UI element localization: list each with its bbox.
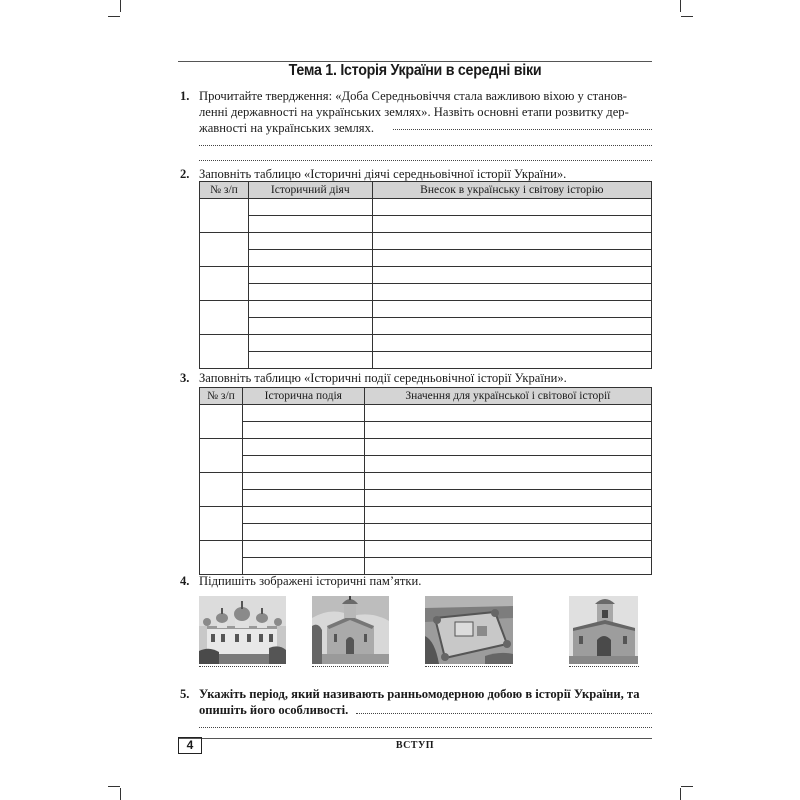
table-cell[interactable] [248, 250, 372, 267]
photo-label-line[interactable] [312, 666, 388, 667]
table-cell[interactable] [200, 335, 249, 369]
answer-line[interactable] [199, 145, 652, 146]
column-header: Внесок в українську і світову історію [372, 182, 651, 199]
table-cell[interactable] [248, 335, 372, 352]
table-cell[interactable] [242, 541, 364, 558]
crop-mark [120, 0, 121, 12]
table-cell[interactable] [200, 473, 243, 507]
crop-mark [108, 786, 120, 787]
table-cell[interactable] [372, 335, 651, 352]
photo-label-line[interactable] [569, 666, 639, 667]
answer-line[interactable] [199, 160, 652, 161]
table-cell[interactable] [248, 199, 372, 216]
table-cell[interactable] [242, 473, 364, 490]
table-cell[interactable] [248, 216, 372, 233]
cathedral-image [199, 596, 286, 664]
table-cell[interactable] [372, 267, 651, 284]
task-number: 3. [180, 371, 190, 385]
page-number: 4 [178, 737, 202, 754]
crop-mark [681, 786, 693, 787]
table-cell[interactable] [200, 541, 243, 575]
answer-line[interactable] [393, 129, 652, 130]
table-cell[interactable] [372, 216, 651, 233]
table-cell[interactable] [364, 507, 651, 524]
table-cell[interactable] [200, 267, 249, 301]
table-cell[interactable] [248, 352, 372, 369]
task-number: 5. [180, 687, 190, 701]
task-number: 2. [180, 167, 190, 181]
table-cell[interactable] [372, 301, 651, 318]
page-title: Тема 1. Історія України в середні віки [288, 62, 542, 79]
task-text: Прочитайте твердження: «Доба Середньовіччя стала важливою віхою у станов- [199, 89, 628, 103]
task-number: 4. [180, 574, 190, 588]
table-cell[interactable] [364, 456, 651, 473]
table-cell[interactable] [364, 524, 651, 541]
section-name: ВСТУП [395, 740, 435, 751]
table-cell[interactable] [364, 490, 651, 507]
task-3 [180, 370, 652, 386]
table-cell[interactable] [248, 318, 372, 335]
crop-mark [120, 788, 121, 800]
church-image [312, 596, 389, 664]
table-cell[interactable] [242, 507, 364, 524]
tower-church-image [569, 596, 638, 664]
table-cell[interactable] [372, 318, 651, 335]
table-cell[interactable] [372, 233, 651, 250]
table-cell[interactable] [364, 558, 651, 575]
table-cell[interactable] [242, 456, 364, 473]
table-cell[interactable] [200, 233, 249, 267]
table-cell[interactable] [248, 267, 372, 284]
task-4 [180, 573, 652, 589]
photo-label-line[interactable] [425, 666, 511, 667]
task-text: Заповніть таблицю «Історичні події середньовічної історії України». [199, 371, 567, 385]
task-text: жавності на українських землях. [199, 121, 375, 135]
column-header: Значення для української і світової історії [364, 388, 651, 405]
column-header: № з/п [200, 182, 249, 199]
column-header: № з/п [200, 388, 243, 405]
table-cell[interactable] [242, 422, 364, 439]
table-cell[interactable] [364, 405, 651, 422]
fortress-image [425, 596, 513, 664]
cathedral-photo [199, 596, 286, 664]
task-text: Підпишіть зображені історичні пам’ятки. [199, 574, 422, 588]
task-text: опишіть його особливості. [199, 703, 349, 717]
photo-label-line[interactable] [199, 666, 281, 667]
table-cell[interactable] [372, 250, 651, 267]
table-cell[interactable] [248, 284, 372, 301]
table-cell[interactable] [364, 541, 651, 558]
table-cell[interactable] [364, 422, 651, 439]
table-cell[interactable] [200, 405, 243, 439]
task-text: ленні державності на українських землях». Назвіть основні етапи розвитку дер- [199, 105, 629, 119]
table-cell[interactable] [200, 439, 243, 473]
table-cell[interactable] [200, 507, 243, 541]
tower-church-photo [569, 596, 638, 664]
task-text: Укажіть період, який називають ранньомодерною добою в історії України, та [199, 687, 640, 701]
figures-table [199, 181, 652, 369]
task-number: 1. [180, 89, 190, 103]
table-cell[interactable] [248, 301, 372, 318]
fortress-photo [425, 596, 513, 664]
table-cell[interactable] [242, 524, 364, 541]
table-cell[interactable] [242, 490, 364, 507]
table-cell[interactable] [248, 233, 372, 250]
table-cell[interactable] [200, 199, 249, 233]
table-cell[interactable] [242, 558, 364, 575]
table-cell[interactable] [372, 352, 651, 369]
crop-mark [108, 16, 120, 17]
table-cell[interactable] [364, 439, 651, 456]
table-cell[interactable] [372, 199, 651, 216]
table-cell[interactable] [200, 301, 249, 335]
table-cell[interactable] [364, 473, 651, 490]
table-cell[interactable] [372, 284, 651, 301]
task-2 [180, 166, 652, 182]
footer-rule [178, 738, 652, 739]
column-header: Історична подія [242, 388, 364, 405]
crop-mark [681, 16, 693, 17]
table-cell[interactable] [242, 405, 364, 422]
crop-mark [680, 788, 681, 800]
church-photo [312, 596, 389, 664]
answer-line[interactable] [356, 713, 652, 714]
task-text: Заповніть таблицю «Історичні діячі середньовічної історії України». [199, 167, 567, 181]
table-cell[interactable] [242, 439, 364, 456]
events-table [199, 387, 652, 575]
crop-mark [680, 0, 681, 12]
answer-line[interactable] [199, 727, 652, 728]
column-header: Історичний діяч [248, 182, 372, 199]
